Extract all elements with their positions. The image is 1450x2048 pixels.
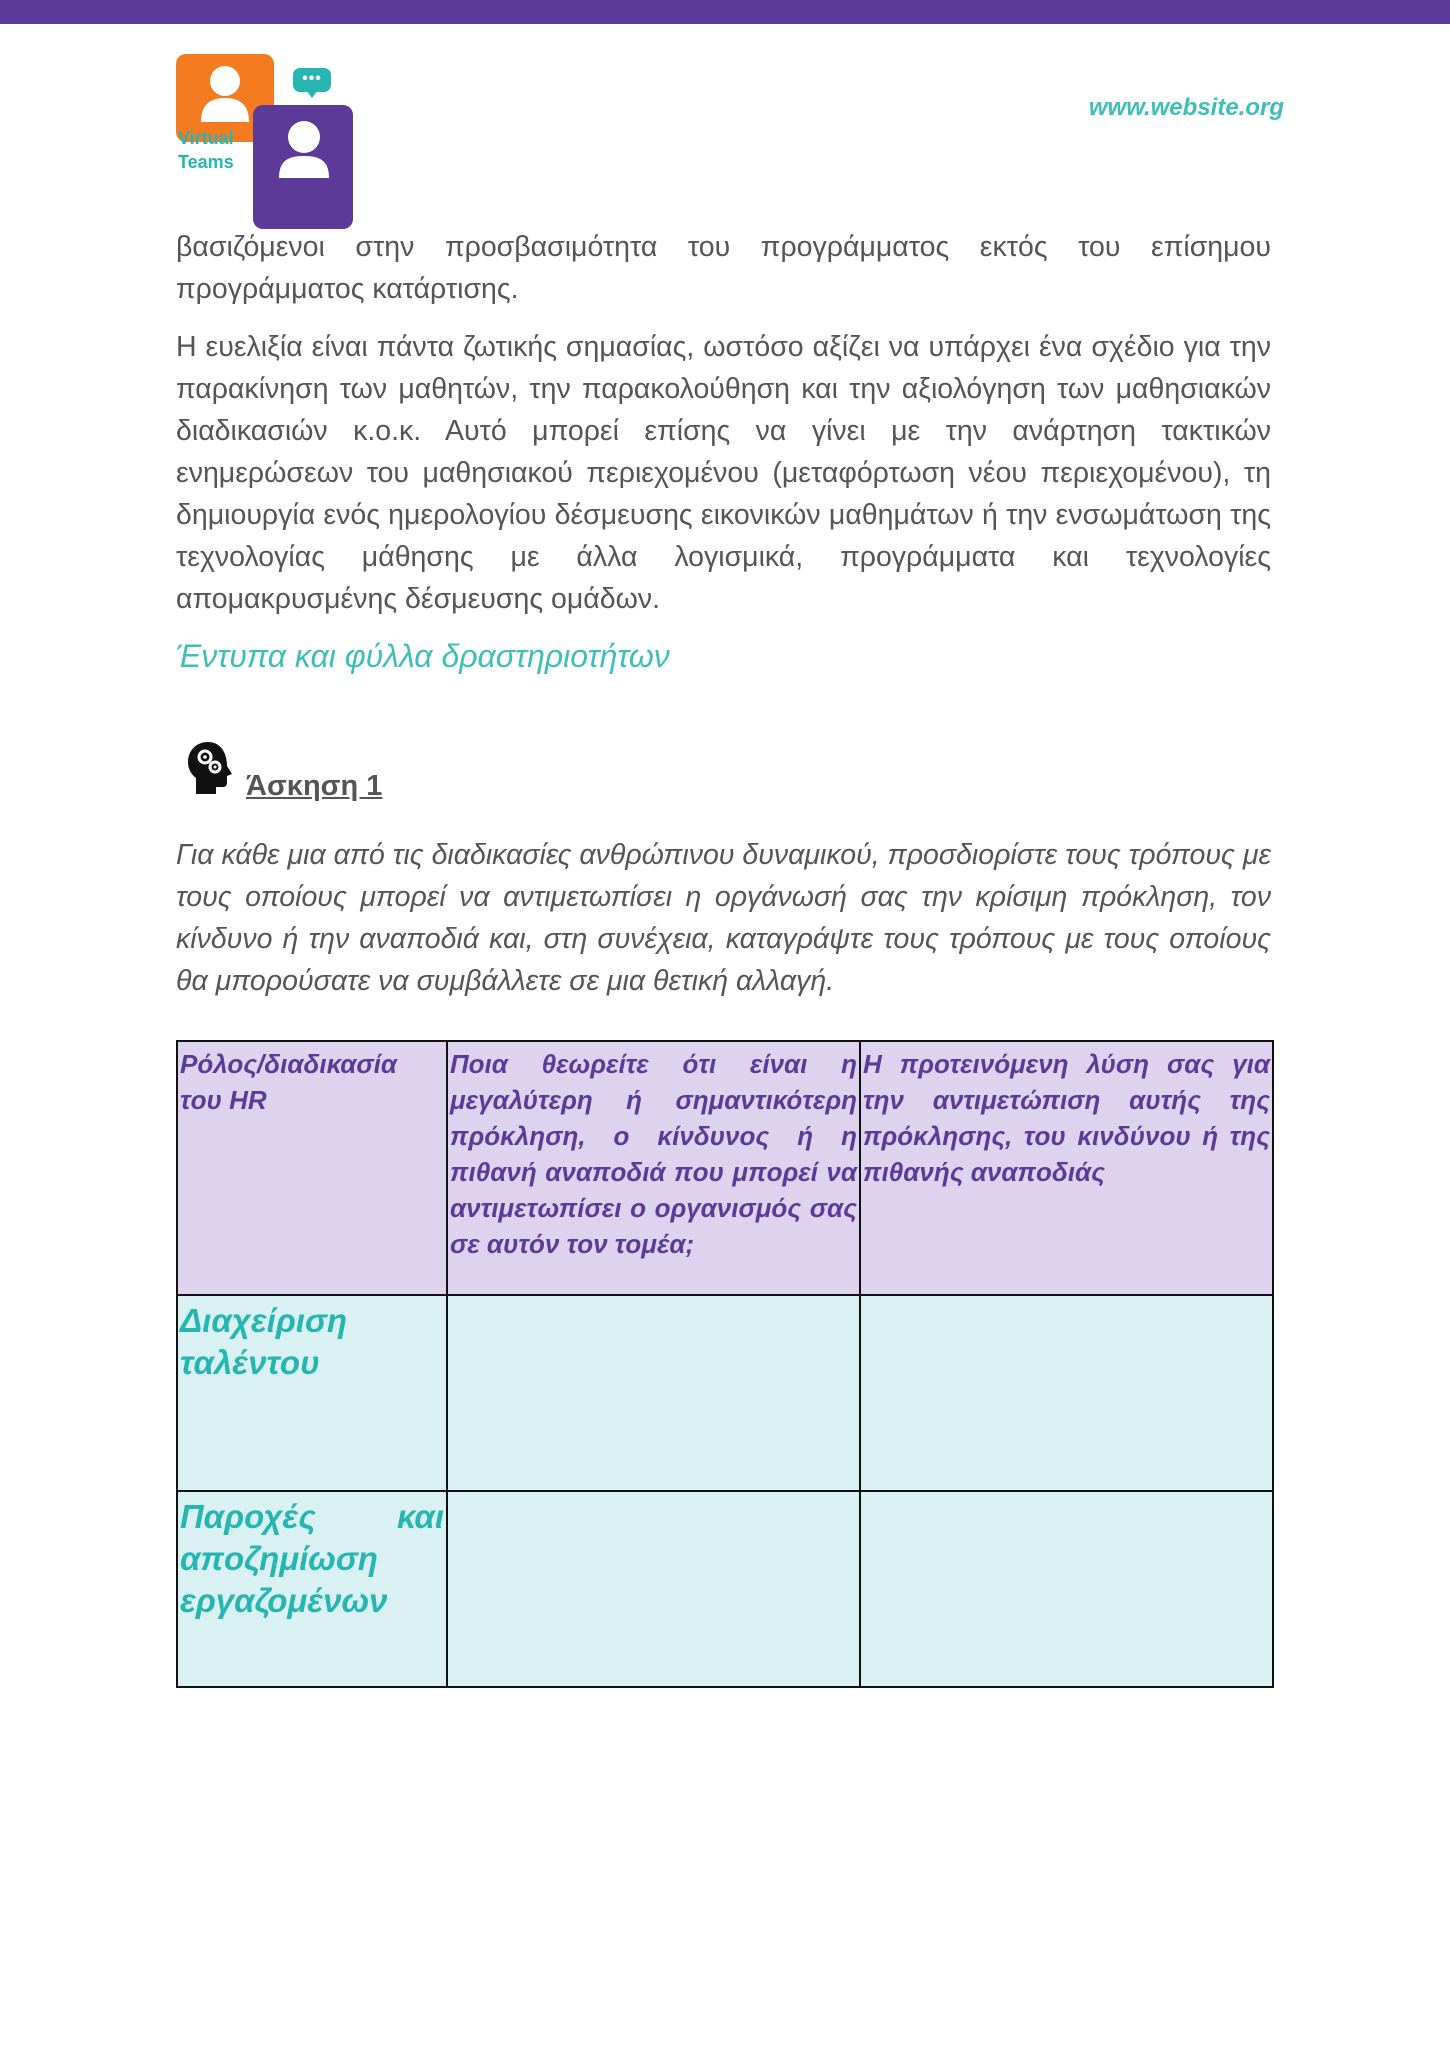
top-color-bar (0, 0, 1450, 24)
table-header-row (177, 1041, 1273, 1295)
logo-text-line1: Virtual (178, 128, 234, 148)
website-link[interactable]: www.website.org (1088, 94, 1284, 121)
main-content (176, 226, 1271, 1002)
exercise-instructions: Για κάθε μια από τις διαδικασίες ανθρώπινου δυναμικού, προσδιορίστε τους τρόπους με τους οποίους μπορεί να αντιμετωπίσει η οργάνωσή σας την κρίσιμη πρόκληση, τον κίνδυνο ή την αναποδιά και, στη συνέχεια, καταγράψτε τους τρόπους με τους οποίους θα μπορούσατε να συμβάλλετε σε μια θετική αλλαγή. (176, 839, 1271, 997)
head-gears-icon (186, 740, 234, 796)
row-challenge-input[interactable] (447, 1295, 860, 1491)
hr-worksheet-table (176, 1040, 1274, 1688)
body-paragraph-1: βασιζόμενοι στην προσβασιμότητα του προγράμματος εκτός του επίσημου προγράμματος κατάρτισης. (176, 231, 1271, 305)
row-solution-input[interactable] (860, 1295, 1273, 1491)
row-challenge-input[interactable] (447, 1491, 860, 1687)
logo-person-icon-purple (275, 118, 333, 182)
table-row (177, 1295, 1273, 1491)
header-cell-challenge: Ποια θεωρείτε ότι είναι η μεγαλύτερη ή σημαντικότερη πρόκληση, ο κίνδυνος ή η πιθανή αναποδιά που μπορεί να αντιμετωπίσει ο οργανισμός σας σε αυτόν τον τομέα; (447, 1041, 860, 1295)
logo-person-icon-orange (197, 64, 253, 122)
logo-text-line2: Teams (178, 152, 234, 172)
exercise-title: Άσκηση 1 (246, 770, 383, 802)
row-label-talent: Διαχείριση ταλέντου (177, 1295, 447, 1491)
header-cell-role: Ρόλος/διαδικασία του HR (177, 1041, 447, 1295)
body-paragraph-2: Η ευελιξία είναι πάντα ζωτικής σημασίας, ωστόσο αξίζει να υπάρχει ένα σχέδιο για την παρακίνηση των μαθητών, την παρακολούθηση και την αξιολόγηση των μαθησιακών διαδικασιών κ.ο.κ. Αυτό μπορεί επίσης να γίνει με την ανάρτηση τακτικών ενημερώσεων του μαθησιακού περιεχομένου (μεταφόρτωση νέου περιεχομένου), τη δημιουργία ενός ημερολογίου δέσμευσης εικονικών μαθημάτων ή την ενσωμάτωση της τεχνολογίας μάθησης με άλλα λογισμικά, προγράμματα και τεχνολογίες απομακρυσμένης δέσμευσης ομάδων. (176, 331, 1271, 615)
virtual-teams-logo: ••• Virtual Teams (176, 52, 356, 182)
exercise-header (176, 740, 1271, 810)
row-solution-input[interactable] (860, 1491, 1273, 1687)
section-heading: Έντυπα και φύλλα δραστηριοτήτων (176, 638, 670, 674)
header-cell-solution: Η προτεινόμενη λύση σας για την αντιμετώπιση αυτής της πρόκλησης, του κινδύνου ή της πιθανής αναποδιάς (860, 1041, 1273, 1295)
row-label-benefits: Παροχές και αποζημίωση εργαζομένων (177, 1491, 447, 1687)
table-row (177, 1491, 1273, 1687)
